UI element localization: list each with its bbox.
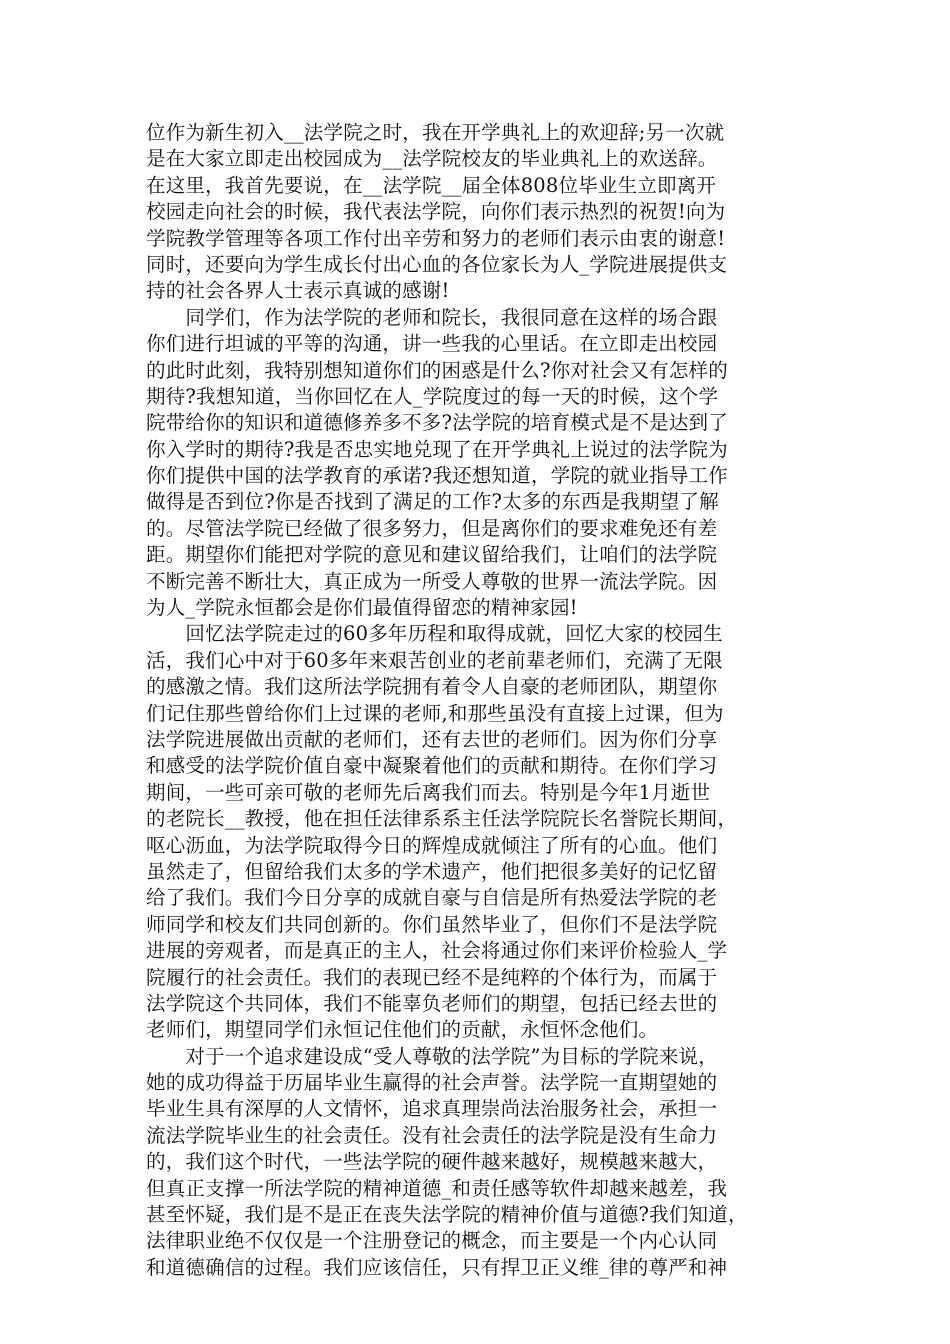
text-line: 院履行的社会责任。我们的表现已经不是纯粹的个体行为，而属于 <box>146 965 718 989</box>
text-line: 呕心沥血，为法学院取得今日的辉煌成就倾注了所有的心血。他们 <box>146 833 718 857</box>
text-line: 是在大家立即走出校园成为__法学院校友的毕业典礼上的欢送辞。 <box>146 147 718 171</box>
text-line: 法律职业绝不仅仅是一个注册登记的概念，而主要是一个内心认同 <box>146 1229 718 1253</box>
text-line: 的。尽管法学院已经做了很多努力，但是离你们的要求难免还有差 <box>146 516 718 540</box>
text-line: 法学院这个共同体，我们不能辜负老师们的期望，包括已经去世的 <box>146 991 718 1015</box>
text-line: 位作为新生初入__法学院之时，我在开学典礼上的欢迎辞;另一次就 <box>146 121 725 144</box>
text-line: 老师们，期望同学们永恒记住他们的贡献，永恒怀念他们。 <box>146 1018 659 1042</box>
text-line: 活，我们心中对于60多年来艰苦创业的老前辈老师们，充满了无限 <box>146 648 723 672</box>
text-line: 你入学时的期待?我是否忠实地兑现了在开学典礼上说过的法学院为 <box>146 437 728 461</box>
body-text <box>146 120 806 1281</box>
text-line: 甚至怀疑，我们是不是正在丧失法学院的精神价值与道德?我们知道， <box>146 1203 748 1227</box>
text-line: 师同学和校友们共同创新的。你们虽然毕业了，但你们不是法学院 <box>146 912 718 936</box>
text-line: 流法学院毕业生的社会责任。没有社会责任的法学院是没有生命力 <box>146 1123 718 1147</box>
text-line: 她的成功得益于历届毕业生赢得的社会声誉。法学院一直期望她的 <box>146 1071 718 1095</box>
text-line: 给了我们。我们今日分享的成就自豪与自信是所有热爱法学院的老 <box>146 886 718 910</box>
text-line: 距。期望你们能把对学院的意见和建议留给我们，让咱们的法学院 <box>146 543 718 567</box>
text-line: 的此时此刻，我特别想知道你们的困惑是什么?你对社会又有怎样的 <box>146 358 728 382</box>
text-line: 的，我们这个时代，一些法学院的硬件越来越好，规模越来越大， <box>146 1150 718 1174</box>
text-line: 进展的旁观者，而是真正的主人，社会将通过你们来评价检验人_学 <box>146 939 728 963</box>
text-line: 但真正支撑一所法学院的精神道德_和责任感等软件却越来越差，我 <box>146 1176 728 1200</box>
text-line: 回忆法学院走过的60多年历程和取得成就，回忆大家的校园生 <box>146 622 723 646</box>
text-line: 的老院长__教授，他在担任法律系系主任法学院院长名誉院长期间， <box>146 807 738 831</box>
text-line: 你们提供中国的法学教育的承诺?我还想知道，学院的就业指导工作 <box>146 464 728 488</box>
text-line: 毕业生具有深厚的人文情怀，追求真理崇尚法治服务社会，承担一 <box>146 1097 718 1121</box>
text-line: 期间，一些可亲可敬的老师先后离我们而去。特别是今年1月逝世 <box>146 780 711 804</box>
text-line: 不断完善不断壮大，真正成为一所受人尊敬的世界一流法学院。因 <box>146 569 718 593</box>
text-line: 和道德确信的过程。我们应该信任，只有捍卫正义维_律的尊严和神 <box>146 1255 728 1279</box>
text-line: 同学们，作为法学院的老师和院长，我很同意在这样的场合跟 <box>146 305 718 329</box>
text-line: 院带给你的知识和道德修养多不多?法学院的培育模式是不是达到了 <box>146 411 728 435</box>
text-line: 期待?我想知道，当你回忆在人_学院度过的每一天的时候，这个学 <box>146 384 719 408</box>
text-line: 和感受的法学院价值自豪中凝聚着他们的贡献和期待。在你们学习 <box>146 754 718 778</box>
text-line: 做得是否到位?你是否找到了满足的工作?太多的东西是我期望了解 <box>146 490 719 514</box>
text-line: 们记住那些曾给你们上过课的老师,和那些虽没有直接上过课，但为 <box>146 701 724 725</box>
text-line: 在这里，我首先要说，在__法学院__届全体808位毕业生立即离开 <box>146 173 717 197</box>
text-line: 学院教学管理等各项工作付出辛劳和努力的老师们表示由衷的谢意! <box>146 226 726 250</box>
text-line: 法学院进展做出贡献的老师们，还有去世的老师们。因为你们分享 <box>146 727 718 751</box>
text-line: 持的社会各界人士表示真诚的感谢! <box>146 279 450 303</box>
text-line: 校园走向社会的时候，我代表法学院，向你们表示热烈的祝贺!向为 <box>146 200 726 224</box>
text-line: 为人_学院永恒都会是你们最值得留恋的精神家园! <box>146 596 578 620</box>
text-line: 你们进行坦诚的平等的沟通，讲一些我的心里话。在立即走出校园 <box>146 332 718 356</box>
text-line: 对于一个追求建设成“受人尊敬的法学院”为目标的学院来说， <box>146 1044 718 1068</box>
text-line: 的感激之情。我们这所法学院拥有着令人自豪的老师团队，期望你 <box>146 675 718 699</box>
text-line: 虽然走了，但留给我们太多的学术遗产，他们把很多美好的记忆留 <box>146 859 718 883</box>
text-line: 同时，还要向为学生成长付出心血的各位家长为人_学院进展提供支 <box>146 252 728 276</box>
